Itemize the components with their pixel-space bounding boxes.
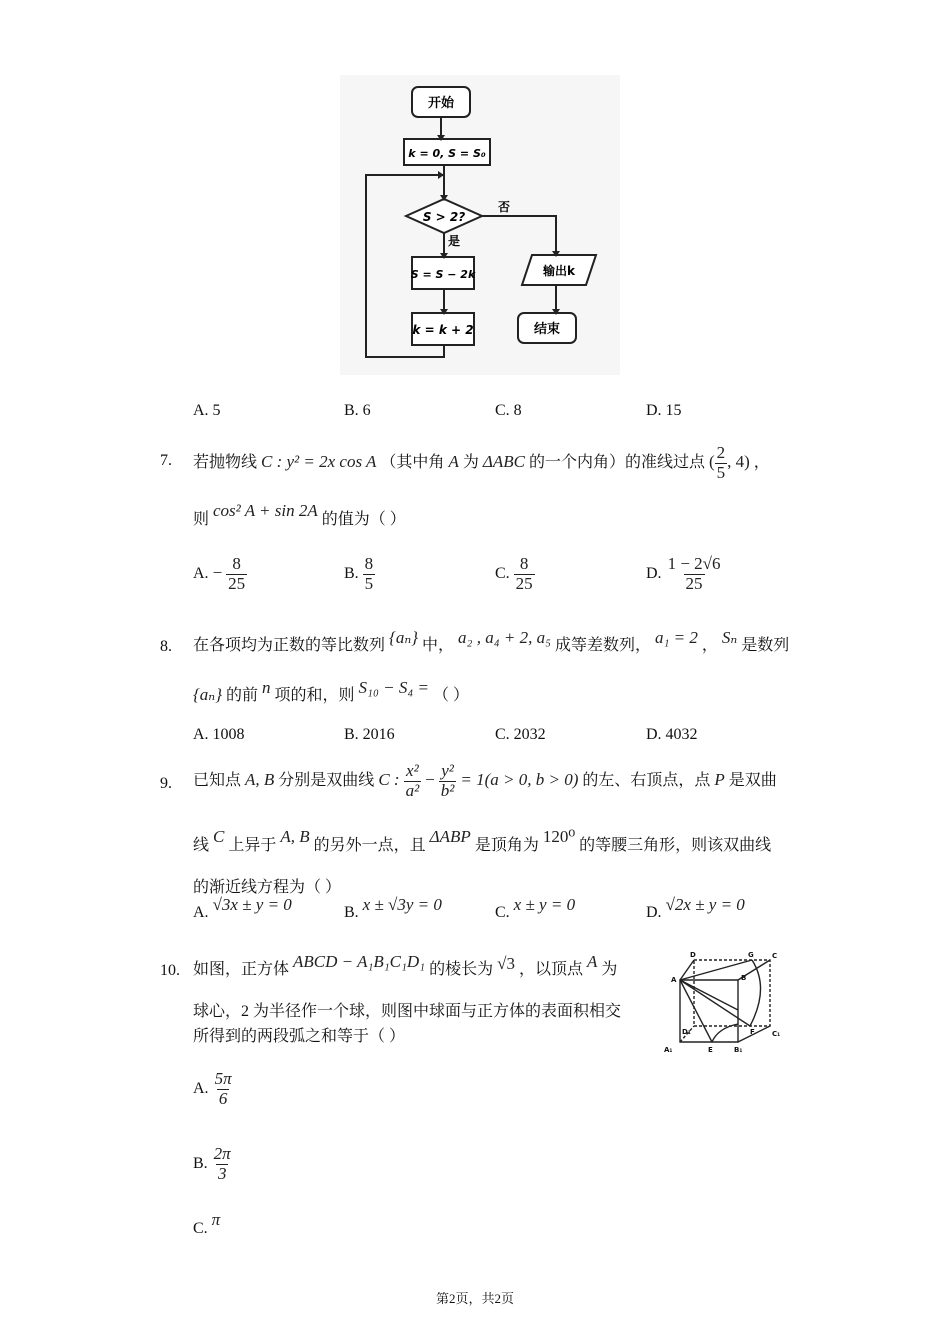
q9-text-4: 是双曲 xyxy=(728,772,777,789)
q8-text-3: 成等差数列， xyxy=(554,637,651,654)
q9-text-1: 已知点 xyxy=(193,772,242,789)
cube-label-e: E xyxy=(708,1046,713,1054)
q9-option-c xyxy=(495,895,576,922)
q9-math-2c: = 1(a > 0, b > 0) xyxy=(460,770,579,789)
q9-text-2: 分别是双曲线 xyxy=(278,772,375,789)
flow-output-text: 输出k xyxy=(543,264,575,278)
q8-text-4: ， xyxy=(701,637,718,654)
q10-number: 10. xyxy=(160,962,180,979)
q10-option-a-num: 5π xyxy=(214,1069,232,1088)
q9-frac1-den: a² xyxy=(405,780,420,800)
cube-label-b1: B₁ xyxy=(734,1046,743,1054)
q10-text-5: 球心，2 为半径作一个球，则图中球面与正方体的表面积相交 xyxy=(193,1003,622,1020)
q10-option-c xyxy=(193,1210,221,1238)
q7-math-3: ΔABC xyxy=(482,452,525,472)
q9-math-4: C xyxy=(213,827,225,846)
cube-label-a1: A₁ xyxy=(664,1046,673,1054)
q7-option-a-den: 25 xyxy=(228,573,246,593)
q8-option-c: C. 2032 xyxy=(495,726,546,743)
q7-option-a-num: 8 xyxy=(232,554,241,573)
q6-option-d: D. 15 xyxy=(646,402,682,419)
cube-label-d: D xyxy=(690,951,696,959)
q7-option-d-num: 1 − 2√6 xyxy=(667,554,721,573)
flow-step2-text: k = k + 2 xyxy=(412,323,474,337)
q9-option-d-label: D. xyxy=(646,904,662,921)
q10-option-a-den: 6 xyxy=(218,1088,228,1108)
q7-line2 xyxy=(193,501,406,529)
q9-number: 9. xyxy=(160,775,172,792)
q7-point-num: 2 xyxy=(716,443,726,462)
flow-no-text: 否 xyxy=(498,200,511,214)
flow-init-text: k = 0, S = S₀ xyxy=(408,147,486,160)
q8-text-7: 项的和，则 xyxy=(274,687,355,704)
q8-math-3: a₁ = 2 xyxy=(655,628,698,647)
q9-frac1-num: x² xyxy=(406,761,419,781)
q8-line1 xyxy=(193,630,789,661)
q9-frac2-den: b² xyxy=(440,780,455,800)
q8-text-8: （ ） xyxy=(432,687,469,704)
q8-math-7: S₁₀ − S₄ = xyxy=(358,678,429,697)
q7-option-b xyxy=(344,555,375,593)
q6-option-a: A. 5 xyxy=(193,402,221,419)
q7-text-4: 的一个内角）的准线过点 xyxy=(528,454,705,472)
q9-option-c-expr: x ± y = 0 xyxy=(513,895,576,914)
q8-math-2: a₂ , a₄ + 2, a₅ xyxy=(458,628,551,647)
q9-text-3: 的左、右顶点，点 xyxy=(582,772,711,789)
q9-line1 xyxy=(193,752,777,809)
q8-text-6: 的前 xyxy=(226,687,259,704)
q7-option-c-num: 8 xyxy=(519,554,529,573)
q7-option-d-label: D. xyxy=(646,564,662,582)
flowchart-figure xyxy=(340,75,620,375)
q7-option-c-label: C. xyxy=(495,564,510,582)
q9-math-7: 120⁰ xyxy=(542,827,576,846)
q9-option-b-expr: x ± √3y = 0 xyxy=(362,895,442,914)
q7-line1 xyxy=(193,444,770,482)
q7-number: 7. xyxy=(160,452,172,469)
q7-point xyxy=(708,443,750,482)
q9-math-2a: C : xyxy=(378,770,400,789)
page-footer: 第2页，共2页 xyxy=(435,1291,514,1306)
q9-option-a-label: A. xyxy=(193,904,209,921)
cube-label-f: F xyxy=(750,1028,755,1036)
cube-label-b: B xyxy=(741,974,747,982)
q7-math-4: cos² A + sin 2A xyxy=(213,501,318,520)
q9-option-b-label: B. xyxy=(344,904,359,921)
q9-text-7: 的另外一点，且 xyxy=(313,837,426,854)
q7-math-2: A xyxy=(448,452,459,472)
q8-text-5: 是数列 xyxy=(741,637,790,654)
q9-text-9: 的等腰三角形，则该双曲线 xyxy=(579,837,772,854)
q10-option-b-den: 3 xyxy=(217,1163,227,1183)
q10-option-b-num: 2π xyxy=(213,1144,231,1163)
q7-option-b-den: 5 xyxy=(364,573,374,593)
q9-math-5: A, B xyxy=(280,827,310,846)
flow-yes-text: 是 xyxy=(448,234,461,248)
q8-text-2: 中， xyxy=(422,637,455,654)
q9-math-2b: − xyxy=(425,770,435,789)
q7-math-1: C : y² = 2x cos A xyxy=(261,452,377,472)
q10-text-3: ，以顶点 xyxy=(518,961,583,978)
q9-text-6: 上异于 xyxy=(228,837,277,854)
q9-option-d xyxy=(646,895,745,922)
q10-text-1: 如图，正方体 xyxy=(193,961,290,978)
q8-option-b: B. 2016 xyxy=(344,726,395,743)
q8-math-1: {aₙ} xyxy=(389,628,419,647)
cube-label-c1: C₁ xyxy=(772,1030,781,1038)
q10-option-b-label: B. xyxy=(193,1154,208,1172)
cube-label-c: C xyxy=(772,952,778,960)
q8-option-a: A. 1008 xyxy=(193,726,245,743)
q7-option-c-den: 25 xyxy=(515,573,533,593)
q8-math-5: {aₙ} xyxy=(193,685,222,704)
flow-start-text: 开始 xyxy=(427,96,455,111)
q9-option-c-label: C. xyxy=(495,904,510,921)
q10-math-3: A xyxy=(586,952,598,971)
q7-option-b-label: B. xyxy=(344,564,359,582)
q10-option-a xyxy=(193,1070,234,1108)
q7-point-rest: , 4) xyxy=(727,452,750,472)
q8-text-1: 在各项均为正数的等比数列 xyxy=(193,637,386,654)
q7-option-c xyxy=(495,555,535,593)
q10-math-2: √3 xyxy=(497,954,515,973)
q8-option-d: D. 4032 xyxy=(646,726,698,743)
q10-text-4: 为 xyxy=(601,961,618,978)
q7-point-den: 5 xyxy=(716,462,726,482)
q9-frac2-num: y² xyxy=(441,761,454,781)
q7-text-6: 则 xyxy=(193,511,210,528)
q9-math-3: P xyxy=(714,770,725,789)
q9-math-1: A, B xyxy=(245,770,275,789)
q8-math-4: Sₙ xyxy=(721,628,738,647)
q7-option-d-den: 25 xyxy=(685,573,703,593)
q7-option-a xyxy=(193,555,247,593)
q9-option-d-expr: √2x ± y = 0 xyxy=(665,895,745,914)
q9-text-10: 的渐近线方程为（ ） xyxy=(193,879,342,896)
q7-option-b-num: 8 xyxy=(364,554,374,573)
q8-number: 8. xyxy=(160,638,172,655)
q10-option-a-label: A. xyxy=(193,1079,209,1097)
flow-end-text: 结束 xyxy=(533,322,561,337)
q6-option-b: B. 6 xyxy=(344,402,371,419)
q7-point-open: ( xyxy=(708,452,715,472)
q9-option-a xyxy=(193,895,292,922)
q7-text-3: 为 xyxy=(462,454,479,472)
q7-option-d xyxy=(646,555,722,593)
q7-option-a-label: A. xyxy=(193,564,209,582)
cube-label-a: A xyxy=(671,976,677,984)
q10-math-1: ABCD − A₁B₁C₁D₁ xyxy=(293,952,426,971)
cube-label-d1: D₁ xyxy=(682,1028,691,1036)
flow-cond-text: S > 2? xyxy=(422,210,466,224)
q7-text-7: 的值为（ ） xyxy=(321,511,406,528)
q7-option-a-sign: − xyxy=(212,562,223,582)
q9-option-b xyxy=(344,895,442,922)
flow-step1-text: S = S − 2k xyxy=(410,268,476,281)
q10-text-6: 所得到的两段弧之和等于（ ） xyxy=(193,1028,406,1045)
q10-option-c-expr: π xyxy=(211,1210,221,1229)
q6-option-c: C. 8 xyxy=(495,402,522,419)
q7-text-1: 若抛物线 xyxy=(193,454,258,472)
cube-label-g: G xyxy=(748,951,754,959)
q9-text-5: 线 xyxy=(193,837,210,854)
q10-option-c-label: C. xyxy=(193,1220,208,1237)
q7-text-5: ， xyxy=(753,454,770,472)
q9-option-a-expr: √3x ± y = 0 xyxy=(212,895,292,914)
q9-line2 xyxy=(193,828,771,863)
q10-line1 xyxy=(193,954,617,985)
q9-math-6: ΔABP xyxy=(429,827,471,846)
q10-text-2: 的棱长为 xyxy=(429,961,494,978)
q9-text-8: 是顶角为 xyxy=(474,837,539,854)
q7-text-2: （其中角 xyxy=(380,454,445,472)
cube-figure xyxy=(658,948,790,1080)
q8-math-6: n xyxy=(262,678,271,697)
q10-option-b xyxy=(193,1145,233,1183)
q8-line2 xyxy=(193,680,469,711)
